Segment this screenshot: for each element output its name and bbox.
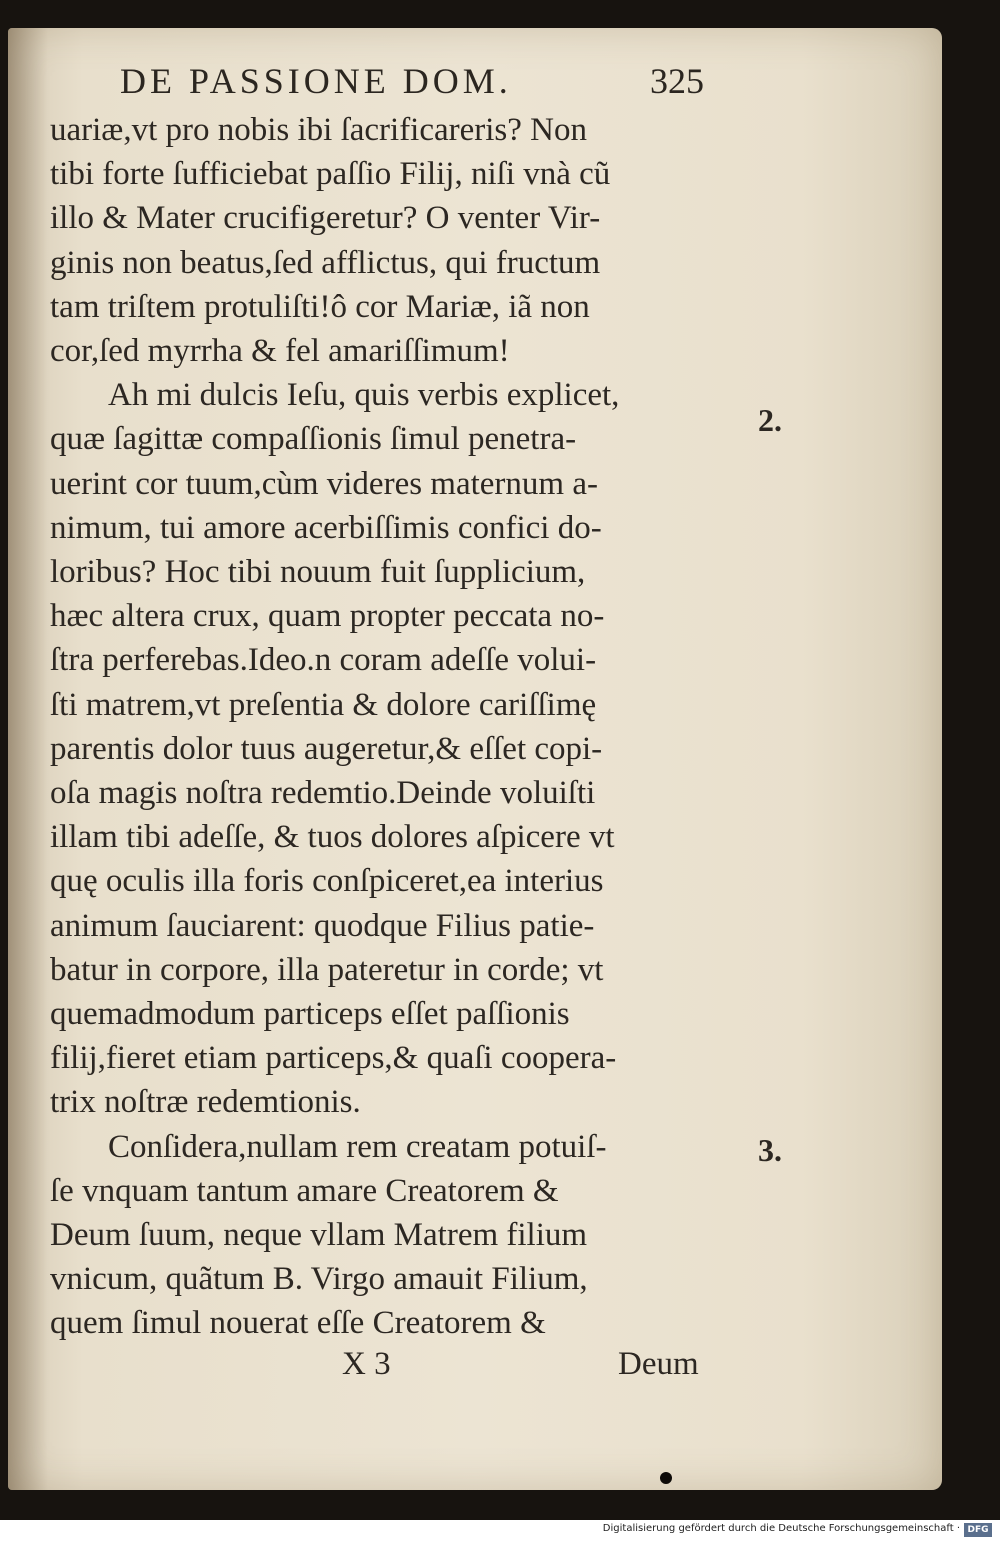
text-line: ſe vnquam tantum amare Creatorem & [50,1172,559,1209]
signature-mark: X 3 [342,1346,391,1382]
text-line: Ah mi dulcis Ieſu, quis verbis explicet, [108,377,620,414]
text-line: cor,ſed myrrha & fel amariſſimum! [50,333,510,370]
text-line: batur in corpore, illa pateretur in corde; vt [50,951,604,988]
text-line: vnicum, quãtum B. Virgo amauit Filium, [50,1261,588,1298]
text-line: Deum ſuum, neque vllam Matrem filium [50,1217,588,1254]
page-number: 325 [650,61,704,101]
text-line: illo & Mater crucifigeretur? O venter Vir- [50,200,601,237]
text-line: quę oculis illa foris conſpiceret,ea interius [50,863,604,900]
text-line: quæ ſagittæ compaſſionis ſimul penetra- [50,421,577,458]
text-line: ſti matrem,vt preſentia & dolore cariſſimę [50,686,597,723]
dfg-logo-icon: DFG [964,1523,992,1537]
text-line: quem ſimul nouerat eſſe Creatorem & [50,1305,546,1342]
text-line: illam tibi adeſſe, & tuos dolores aſpicere vt [50,819,615,856]
text-line: tam triſtem protuliſti!ô cor Mariæ, iã non [50,288,590,325]
body-text [50,108,730,1346]
text-line: parentis dolor tuus augeretur,& eſſet copi- [50,730,603,767]
text-line: Conſidera,nullam rem creatam potuiſ- [108,1128,607,1165]
text-line: tibi forte ſufficiebat paſſio Filij, niſi vnà cũ [50,156,611,193]
catchword: Deum [618,1346,699,1382]
text-line: uerint cor tuum,cùm videres maternum a- [50,465,598,502]
marginal-number-3: 3. [758,1132,782,1168]
bottom-dot [660,1472,672,1484]
text-line: ſtra perferebas.Ideo.n coram adeſſe volui- [50,642,597,679]
text-line: hæc altera crux, quam propter peccata no- [50,598,605,635]
text-line: ginis non beatus,ſed afflictus, qui fructum [50,244,601,281]
running-head: DE PASSIONE DOM. [120,61,512,101]
credit-bar [0,1520,1000,1541]
text-line: loribus? Hoc tibi nouum fuit ſupplicium, [50,554,586,591]
spine-shadow [8,28,48,1490]
text-line: trix noſtræ redemtionis. [50,1084,361,1121]
text-line: nimum, tui amore acerbiſſimis confici do- [50,509,602,546]
text-line: oſa magis noſtra redemtio.Deinde voluiſti [50,775,596,812]
text-line: filij,fieret etiam particeps,& quaſi coopera- [50,1040,617,1077]
text-line: animum ſauciarent: quodque Filius patie- [50,907,595,944]
text-line: quemadmodum particeps eſſet paſſionis [50,996,570,1033]
text-line: uariæ,vt pro nobis ibi ſacrificareris? Non [50,112,588,148]
marginal-number-2: 2. [758,402,782,438]
credit-text: Digitalisierung gefördert durch die Deutsche Forschungsgemeinschaft · [602,1523,960,1534]
